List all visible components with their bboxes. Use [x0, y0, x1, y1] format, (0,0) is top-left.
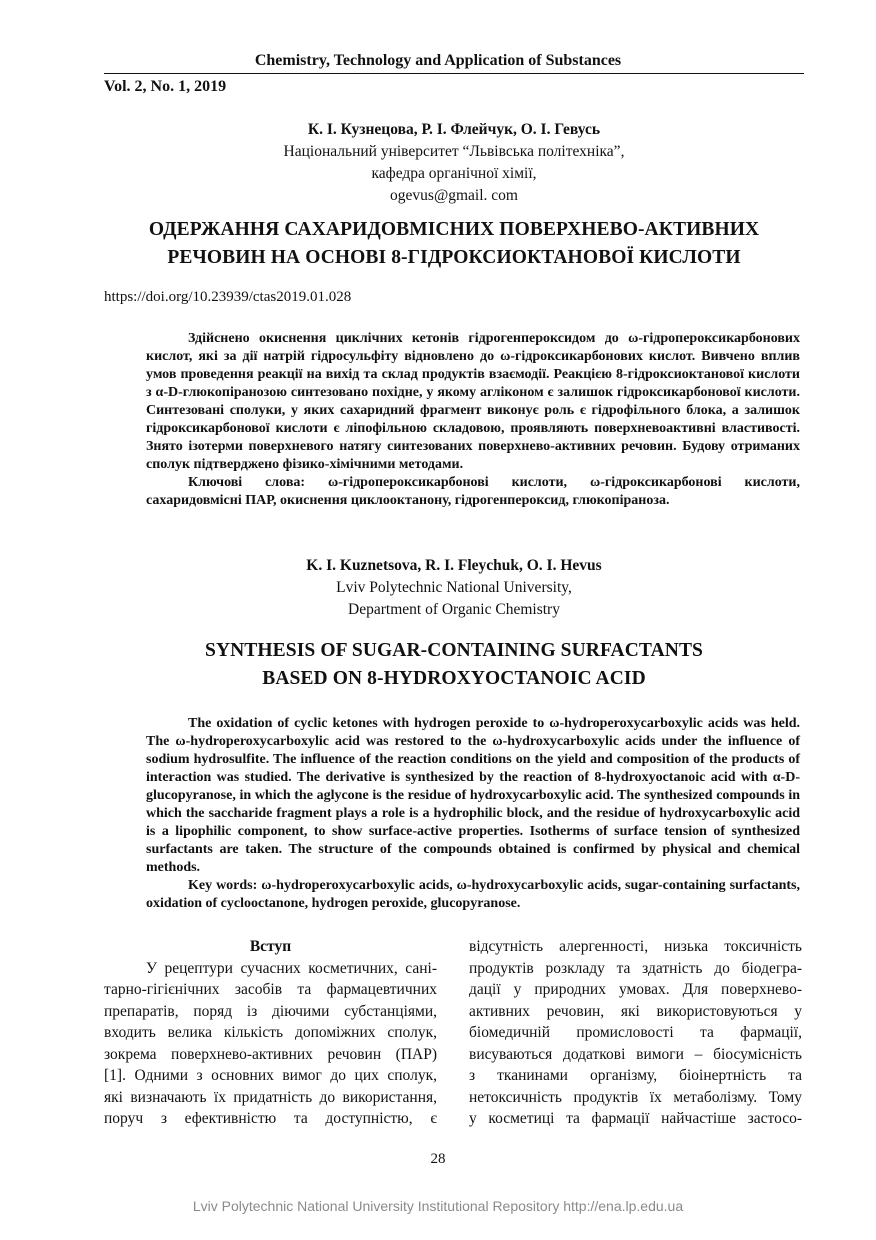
abstract-en [146, 715, 800, 913]
section-heading-intro: Вступ [249, 938, 292, 955]
body-line: відсутність алергенності, низька токсичність [469, 938, 802, 955]
body-line: біомедичній промисловості та фармації, [469, 1024, 802, 1041]
body-line: у косметиці та фармації найчастіше застосо- [469, 1110, 802, 1127]
author-email: ogevus@gmail. com [390, 187, 518, 204]
repository-footer: Lviv Polytechnic National University Institutional Repository http://ena.lp.edu.ua [192, 1198, 684, 1214]
body-line: активних речовин, які використовуються у [469, 1002, 802, 1020]
affiliation-en-line: Department of Organic Chemistry [348, 601, 560, 618]
body-line: препаратів, поряд із діючими субстанціями, [104, 1002, 437, 1020]
body-line: висуваються додаткові вимоги – біосумісність [469, 1045, 802, 1063]
body-line: [1]. Одними з основних вимог до цих сполук, [104, 1067, 437, 1084]
affiliation-ua-line: Національний університет “Львівська політехніка”, [283, 143, 625, 160]
abstract-en-text: The oxidation of cyclic ketones with hydrogen peroxide to ω-hydroperoxycarboxylic acids was held. The ω-hydroperoxycarboxylic acid was restored to the ω-hydroxycarboxylic acids under the influence of sodium hydrosulfite. The influence of the reaction conditions on the yield and composition of the products of interaction was studied. The derivative is synthesized by the reaction of 8-hydroxyoctanoic acid with α-D-glucopyranose, in which the aglycone is the residue of hydroxycarboxylic acid. The synthesized compounds in which the saccharide fragment plays a role is a hydrophilic block, and the residue of hydroxycarboxylic acid is a lipophilic component, to show surface-active properties. Isotherms of surface tension of synthesized surfactants are taken. The structure of the compounds obtained is confirmed by physical and chemical methods. [146, 716, 800, 875]
authors-ua: К. І. Кузнецова, Р. І. Флейчук, О. І. Гевусь [307, 121, 601, 138]
authors-en: K. I. Kuznetsova, R. I. Fleychuk, O. I. Hevus [306, 557, 602, 574]
doi-link[interactable]: https://doi.org/10.23939/ctas2019.01.028 [104, 289, 352, 305]
title-en-line: BASED ON 8-HYDROXYOCTANOIC ACID [262, 668, 646, 689]
body-line: У рецептури сучасних косметичних, сані- [146, 959, 437, 977]
body-line: з тканинами організму, біоінертність та [469, 1067, 802, 1084]
body-line: які визначають їх придатність до використання, [104, 1088, 437, 1106]
paper-title-en [104, 637, 804, 693]
body-column-right [469, 936, 802, 1130]
title-en-line: SYNTHESIS OF SUGAR-CONTAINING SURFACTANTS [205, 640, 703, 661]
authors-block-ua [104, 119, 804, 207]
body-line: зокрема поверхнево-активних речовин (ПАР) [104, 1045, 437, 1063]
body-line: поруч з ефективністю та доступністю, є [104, 1110, 437, 1127]
abstract-ua-text: Здійснено окиснення циклічних кетонів гідрогенпероксидом до ω-гідропероксикарбонових кислот, які за дії натрій гідросульфіту відновлено до ω-гідроксикарбонових кислот. Вивчено вплив умов проведення реакції на вихід та склад продуктів взаємодії. Реакцією 8-гідроксиоктанової кислоти з α-D-глюкопіранозою синтезовано похідне, у якому агліконом є залишок гідроксикарбонової кислоти. Синтезовані сполуки, у яких сахаридний фрагмент виконує роль є гідрофільного блока, а залишок гідроксикарбонової кислоти є ліпофільною складовою, проявляють поверхневоактивні властивості. Знято ізотерми поверхневого натягу синтезованих поверхнево-активних речовин. Будову отриманих сполук підтверджено фізико-хімічними методами. [146, 331, 800, 472]
keywords-ua: Ключові слова: ω-гідропероксикарбонові кислоти, ω-гідроксикарбонові кислоти, сахаридовмісні ПАР, окиснення циклооктанону, гідрогенпероксид, глюкопіраноза. [146, 475, 800, 508]
header-rule [104, 73, 804, 74]
keywords-en: Key words: ω-hydroperoxycarboxylic acids, ω-hydroxycarboxylic acids, sugar-containing surfactants, oxidation of cyclooctanone, hydrogen peroxide, glucopyranose. [146, 878, 800, 911]
page-number: 28 [430, 1151, 446, 1167]
journal-title: Chemistry, Technology and Application of Substances [254, 52, 622, 69]
body-line: тарно-гігієнічних засобів та фармацевтичних [104, 981, 437, 998]
body-column-left [104, 936, 437, 1130]
body-line: входить велика кількість допоміжних сполук, [104, 1024, 437, 1041]
title-ua-line: ОДЕРЖАННЯ САХАРИДОВМІСНИХ ПОВЕРХНЕВО-АКТИВНИХ [148, 219, 760, 240]
authors-block-en [104, 555, 804, 621]
affiliation-ua-line: кафедра органічної хімії, [371, 165, 537, 182]
abstract-ua [146, 330, 800, 510]
title-ua-line: РЕЧОВИН НА ОСНОВІ 8-ГІДРОКСИОКТАНОВОЇ КИСЛОТИ [167, 247, 741, 268]
body-line: дації у природних умовах. Для поверхнево- [469, 981, 802, 998]
paper-title-ua [104, 216, 804, 272]
affiliation-en-line: Lviv Polytechnic National University, [336, 579, 572, 596]
volume-info: Vol. 2, No. 1, 2019 [104, 78, 227, 95]
body-line: продуктів розкладу та здатність до біодегра- [469, 959, 802, 977]
body-line: нетоксичність продуктів їх метаболізму. Тому [469, 1088, 802, 1106]
